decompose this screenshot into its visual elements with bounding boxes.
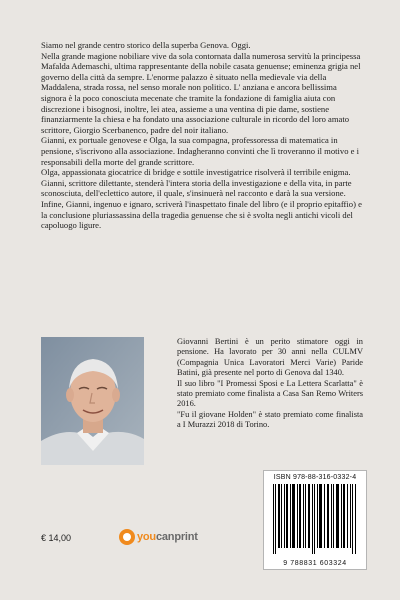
price-label: € 14,00: [41, 533, 72, 543]
author-photo: [41, 337, 144, 465]
author-portrait-illustration: [41, 337, 144, 465]
publisher-logo: [119, 527, 198, 547]
synopsis-paragraph: Nella grande magione nobiliare vive da sola contornata dalla numerosa servitù la principessa Mafalda Ademaschi, ultima rappresentante della nobile casata genuense; eminenza grigia nel governo della città da sempre. L'enorme palazzo è situato nella medievale via della Maddalena, strada rossa, nel senso morale non politico. L' anziana e ancora bellissima signora è la poco conosciuta mecenate che tramite la fondazione di famiglia aiuta con discrezione i bisognosi, inoltre, lei atea, assieme a una ventina di pie dame, sostiene finanziarmente la chiesa e ha fondato una associazione culturale in ricordo del loro amato scrittore, Giorgio Scerbanenco, padre del noir italiano.: [41, 50, 361, 135]
publisher-name-part2: canprint: [155, 531, 198, 543]
author-bio: [177, 337, 363, 431]
synopsis-paragraph: Olga, appassionata giocatrice di bridge e sottile investigatrice risolverà il terribile enigma.: [41, 167, 351, 178]
publisher-logo-icon: [119, 529, 135, 545]
author-bio-paragraph: Giovanni Bertini è un perito stimatore oggi in pensione. Ha lavorato per 30 anni nella CULMV (Compagnia Unica Lavoratori Merci Varie) Paride Batini, già presente nel porto di Genova dal 1340.: [177, 337, 363, 378]
synopsis-paragraph: Siamo nel grande centro storico della superba Genova. Oggi.: [41, 40, 251, 50]
author-bio-paragraph: "Fu il giovane Holden" è stato premiato come finalista a I Murazzi 2018 di Torino.: [177, 409, 363, 430]
barcode-icon: [270, 484, 360, 554]
barcode-number: 9 788831 603324: [283, 560, 347, 567]
synopsis-paragraph: Infine, Gianni, ingenuo e ignaro, scriverà l'inaspettato finale del libro (e il proprio epitaffio) e la conclusione pluriassassina della tragedia genuense che si è svolta negli antichi vicoli del capoluogo ligure.: [41, 198, 362, 231]
synopsis-text: [41, 40, 363, 231]
author-bio-paragraph: Il suo libro "I Promessi Sposi e La Lettera Scarlatta" è stato premiato come finalista a Casa San Remo Writers 2016.: [177, 378, 363, 409]
publisher-name-part1: you: [137, 531, 156, 543]
synopsis-paragraph: Gianni, ex portuale genovese e Olga, la sua compagna, professoressa di matematica in pensione, s'iscrivono alla associazione. Indagheranno convinti che lì troveranno il motivo e i responsabili della morte del grande scrittore.: [41, 135, 359, 167]
isbn-label: ISBN 978-88-316-0332-4: [273, 474, 357, 481]
synopsis-paragraph: Gianni, scrittore dilettante, stenderà l'intera storia della investigazione e della vita, in parte sconosciuta, dell'eclettico autore, il quale, s'insinuerà nel racconto e darà la sua versione.: [41, 177, 352, 199]
isbn-barcode-block: [263, 470, 367, 570]
